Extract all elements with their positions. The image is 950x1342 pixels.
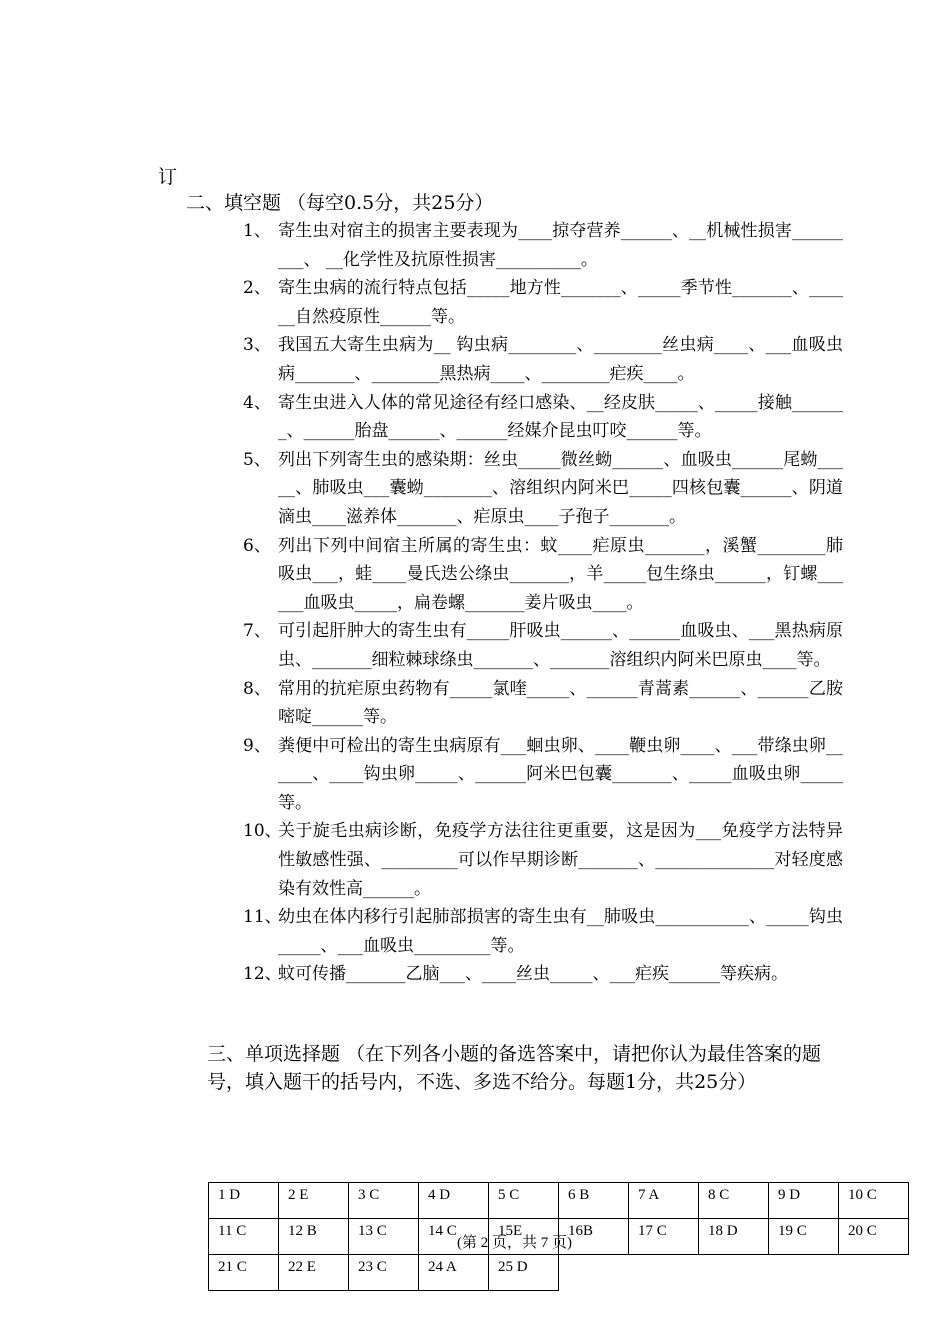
- answer-cell: 16B: [559, 1219, 629, 1255]
- question-item: [243, 446, 843, 532]
- answer-cell: 25 D: [489, 1255, 559, 1291]
- answer-cell: 18 D: [699, 1219, 769, 1255]
- answer-cell: 11 C: [209, 1219, 279, 1255]
- question-number: 7、: [243, 621, 271, 642]
- question-item: [243, 617, 843, 674]
- answer-cell: 9 D: [769, 1183, 839, 1219]
- section2-title: 二、填空题 （每空0.5分，共25分）: [186, 192, 494, 214]
- question-number: 10、: [243, 821, 282, 842]
- answer-cell: 14 C: [419, 1219, 489, 1255]
- answer-cell: 8 C: [699, 1183, 769, 1219]
- question-text: 寄生虫进入人体的常见途径有经口感染、__经皮肤_____、_____接触_______、______胎盘______、______经媒介昆虫叮咬______等。: [278, 392, 843, 442]
- answer-cell: 23 C: [349, 1255, 419, 1291]
- question-text: 列出下列中间宿主所属的寄生虫：蚊____疟原虫_______，溪蟹________肺吸虫___，蛙____曼氏迭公绦虫_______，羊_____包生绦虫______，钉螺______血吸虫_____，扁卷螺_______姜片吸虫____。: [278, 535, 843, 613]
- question-item: [243, 903, 843, 960]
- question-item: [243, 817, 843, 903]
- question-item: [243, 675, 843, 732]
- question-number: 8、: [243, 678, 271, 699]
- question-number: 2、: [243, 278, 271, 299]
- fill-in-blank-list: [243, 217, 843, 989]
- question-text: 列出下列寄生虫的感染期：丝虫_____微丝蚴______、血吸虫______尾蚴_____、肺吸虫___囊蚴________、溶组织内阿米巴_____四核包囊______、阴道滴虫____滋养体_______、疟原虫____子孢子_______。: [278, 449, 843, 527]
- page-footer: (第 2 页，共 7 页): [457, 1235, 572, 1251]
- answer-cell: 13 C: [349, 1219, 419, 1255]
- answer-cell: 3 C: [349, 1183, 419, 1219]
- answer-cell: 24 A: [419, 1255, 489, 1291]
- question-text: 我国五大寄生虫病为__ 钩虫病________、________丝虫病____、___血吸虫病_______、________黑热病____、________疟疾____。: [278, 335, 843, 384]
- question-item: [243, 532, 843, 618]
- question-number: 6、: [243, 535, 271, 556]
- question-number: 1、: [243, 221, 271, 241]
- empty-cell: [629, 1255, 699, 1291]
- answer-cell: 22 E: [279, 1255, 349, 1291]
- answer-cell: 4 D: [419, 1183, 489, 1219]
- empty-cell: [559, 1255, 629, 1291]
- question-number: 11、: [243, 907, 282, 928]
- question-text: 寄生虫病的流行特点包括_____地方性_______、_____季节性_______、______自然疫原性______等。: [278, 278, 843, 327]
- empty-cell: [839, 1255, 909, 1291]
- answer-cell: 20 C: [839, 1219, 909, 1255]
- answer-cell: 7 A: [629, 1183, 699, 1219]
- question-number: 3、: [243, 335, 271, 356]
- question-item: [243, 389, 843, 446]
- question-text: 幼虫在体内移行引起肺部损害的寄生虫有__肺吸虫___________、_____钩虫_____、___血吸虫_________等。: [278, 907, 843, 956]
- question-text: 蚊可传播_______乙脑___、____丝虫_____、___疟疾______等疾病。: [278, 964, 788, 985]
- empty-cell: [699, 1255, 769, 1291]
- question-text: 可引起肝肿大的寄生虫有_____肝吸虫______、______血吸虫、___黑热病原虫、_______细粒棘球绦虫_______、_______溶组织内阿米巴原虫____等。: [278, 621, 843, 670]
- question-number: 4、: [243, 392, 271, 413]
- answer-cell: 1 D: [209, 1183, 279, 1219]
- answer-cell: 12 B: [279, 1219, 349, 1255]
- question-text: 关于旋毛虫病诊断，免疫学方法往往更重要，这是因为___免疫学方法特异性敏感性强、_________可以作早期诊断_______、______________对轻度感染有效性高______。: [278, 821, 843, 899]
- question-number: 9、: [243, 735, 271, 756]
- question-text: 粪便中可检出的寄生虫病原有___蛔虫卵、____鞭虫卵____、___带绦虫卵______、____钩虫卵_____、______阿米巴包囊_______、_____血吸虫卵_____等。: [278, 735, 843, 813]
- question-item: [243, 331, 843, 388]
- question-item: [243, 217, 843, 274]
- answer-cell: 19 C: [769, 1219, 839, 1255]
- answer-cell: 2 E: [279, 1183, 349, 1219]
- question-item: [243, 732, 843, 818]
- section3-title: 三、单项选择题 （在下列各小题的备选答案中，请把你认为最佳答案的题号，填入题干的括号内，不选、多选不给分。每题1分，共25分）: [207, 1043, 822, 1093]
- answer-cell: 5 C: [489, 1183, 559, 1219]
- answer-cell: 15E: [489, 1219, 559, 1255]
- question-text: 寄生虫对宿主的损害主要表现为____掠夺营养______、__机械性损害_________、 __化学性及抗原性损害__________。: [278, 221, 843, 270]
- answer-cell: 6 B: [559, 1183, 629, 1219]
- answer-cell: 21 C: [209, 1255, 279, 1291]
- question-item: [243, 274, 843, 331]
- empty-cell: [769, 1255, 839, 1291]
- question-item: [243, 960, 843, 989]
- answer-row: [209, 1255, 909, 1291]
- question-text: 常用的抗疟原虫药物有_____氯喹_____、______青蒿素______、______乙胺嘧啶______等。: [278, 678, 843, 728]
- question-number: 12、: [243, 964, 282, 985]
- question-number: 5、: [243, 449, 271, 470]
- answer-row: [209, 1183, 909, 1219]
- margin-binding-mark: 订: [158, 166, 178, 188]
- answer-cell: 17 C: [629, 1219, 699, 1255]
- answer-cell: 10 C: [839, 1183, 909, 1219]
